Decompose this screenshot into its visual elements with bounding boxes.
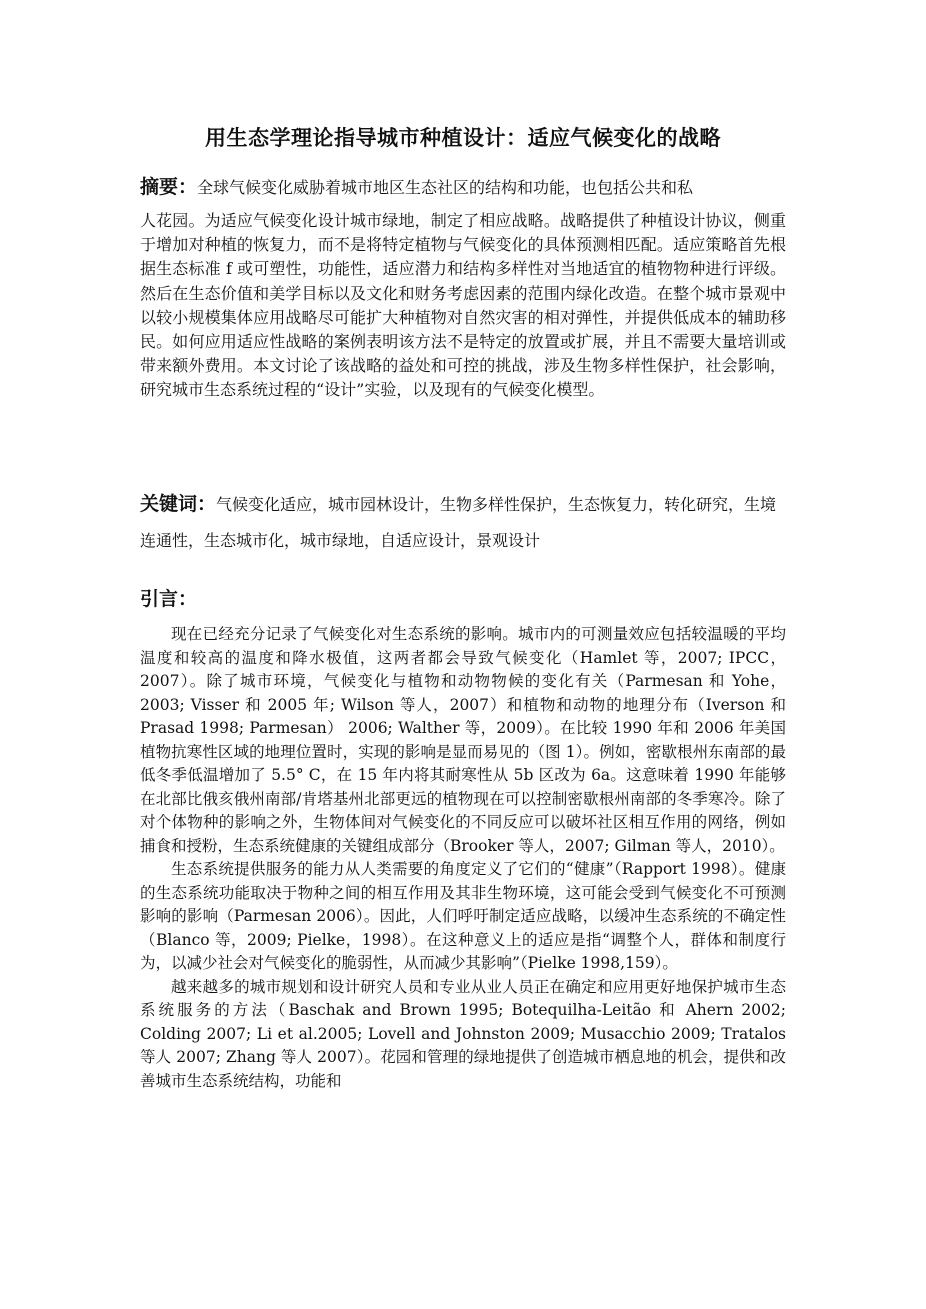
introduction-paragraph-2: 生态系统提供服务的能力从人类需要的角度定义了它们的“健康”（Rapport 1998）。健康的生态系统功能取决于物种之间的相互作用及其非生物环境，这可能会受到气候变化不可预测影响的影响（Parmesan 2006）。因此，人们呼吁制定适应战略，以缓冲生态系统的不确定性（Blanco 等，2009; Pielke，1998）。在这种意义上的适应是指“调整个人，群体和制度行为，以减少社会对气候变化的脆弱性，从而减少其影响”（Pielke 1998,159）。 <box>140 860 786 972</box>
keywords-section <box>140 486 786 559</box>
introduction-heading: 引言： <box>140 588 198 610</box>
abstract-label: 摘要： <box>140 176 198 198</box>
abstract-first-line <box>140 172 786 203</box>
introduction-paragraph-1: 现在已经充分记录了气候变化对生态系统的影响。城市内的可测量效应包括较温暖的平均温度和较高的温度和降水极值，这两者都会导致气候变化（Hamlet 等，2007; IPCC，2007）。除了城市环境，气候变化与植物和动物物候的变化有关（Parmesan 和 Yohe，2003; Visser 和 2005 年; Wilson 等人，2007）和植物和动物的地理分布（Iverson 和 Prasad 1998; Parmesan） 2006; Walther 等，2009）。在比较 1990 年和 2006 年美国植物抗寒性区域的地理位置时，实现的影响是显而易见的（图 1）。例如，密歇根州东南部的最低冬季低温增加了 5.5° C，在 15 年内将其耐寒性从 5b 区改为 6a。这意味着 1990 年能够在北部比俄亥俄州南部/肯塔基州北部更远的植物现在可以控制密歇根州南部的冬季寒冷。除了对个体物种的影响之外，生物体间对气候变化的不同反应可以破坏社区相互作用的网络，例如捕食和授粉，生态系统健康的关键组成部分（Brooker 等人，2007; Gilman 等人，2010）。 <box>140 625 786 855</box>
introduction-body <box>140 623 786 1093</box>
keywords-label: 关键词： <box>140 493 217 515</box>
page-title: 用生态学理论指导城市种植设计：适应气候变化的战略 <box>205 126 721 150</box>
abstract-first-line-text: 全球气候变化威胁着城市地区生态社区的结构和功能，也包括公共和私 <box>197 178 694 197</box>
abstract-body: 人花园。为适应气候变化设计城市绿地，制定了相应战略。战略提供了种植设计协议，侧重于增加对种植的恢复力，而不是将特定植物与气候变化的具体预测相匹配。适应策略首先根据生态标准 f 或可塑性，功能性，适应潜力和结构多样性对当地适宜的植物物种进行评级。然后在生态价值和美学目标以及文化和财务考虑因素的范围内绿化改造。在整个城市景观中以较小规模集体应用战略尽可能扩大种植物对自然灾害的相对弹性，并提供低成本的辅助移民。如何应用适应性战略的案例表明该方法不是特定的放置或扩展，并且不需要大量培训或带来额外费用。本文讨论了该战略的益处和可控的挑战，涉及生物多样性保护，社会影响，研究城市生态系统过程的“设计”实验，以及现有的气候变化模型。 <box>140 211 786 400</box>
abstract-section <box>140 172 786 403</box>
introduction-paragraph-3: 越来越多的城市规划和设计研究人员和专业从业人员正在确定和应用更好地保护城市生态系统服务的方法（Baschak and Brown 1995; Botequilha-Leitão 和 Ahern 2002; Colding 2007; Li et al.2005; Lovell and Johnston 2009; Musacchio 2009; Tratalos 等人 2007; Zhang 等人 2007）。花园和管理的绿地提供了创造城市栖息地的机会，提供和改善城市生态系统结构，功能和 <box>140 977 786 1090</box>
keywords-text: 气候变化适应，城市园林设计，生物多样性保护，生态恢复力，转化研究，生境连通性，生态城市化，城市绿地，自适应设计，景观设计 <box>140 495 777 550</box>
